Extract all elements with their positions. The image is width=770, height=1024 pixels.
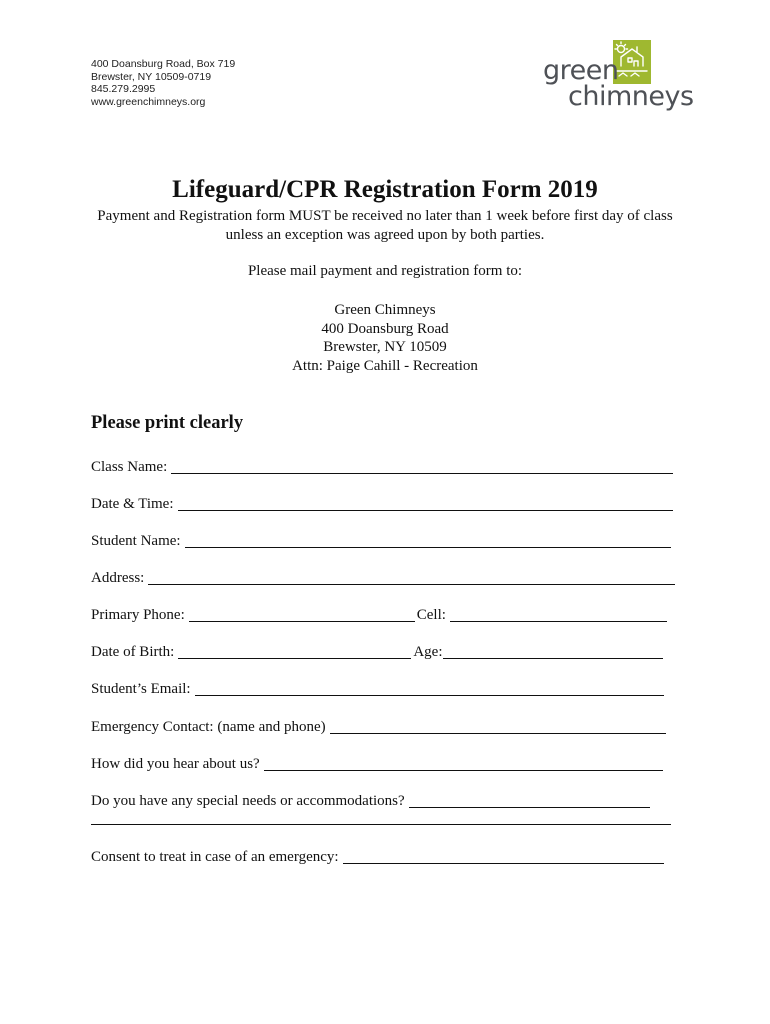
emergency-contact-row — [91, 716, 666, 736]
cell-field[interactable] — [450, 606, 667, 622]
date-time-field[interactable] — [178, 495, 673, 511]
date-time-label: Date & Time: — [91, 496, 174, 512]
mail-address-line: Brewster, NY 10509 — [323, 339, 447, 355]
date-of-birth-label: Date of Birth: — [91, 644, 175, 660]
organization-address — [91, 58, 235, 108]
mail-address-line: 400 Doansburg Road — [321, 320, 449, 337]
student-name-row — [91, 530, 671, 550]
mail-instruction: Please mail payment and registration form to: — [247, 263, 523, 279]
special-needs-extra-line[interactable] — [91, 824, 671, 825]
class-name-field[interactable] — [171, 458, 673, 474]
special-needs-row — [91, 790, 650, 810]
date-of-birth-field[interactable] — [178, 643, 411, 659]
special-needs-field[interactable] — [409, 792, 650, 808]
form-title: Lifeguard/CPR Registration Form 2019 — [172, 176, 598, 203]
logo-word-green: green — [543, 55, 619, 86]
emergency-contact-field[interactable] — [330, 718, 666, 734]
consent-row — [91, 846, 664, 866]
green-chimneys-logo — [540, 40, 694, 114]
payment-instructions: Payment and Registration form MUST be received no later than 1 week before first day of class unless an exception was agreed upon by both parties. — [97, 208, 673, 243]
age-label: Age: — [413, 644, 443, 660]
emergency-contact-label: Emergency Contact: (name and phone) — [91, 719, 326, 735]
student-name-field[interactable] — [185, 532, 671, 548]
class-name-label: Class Name: — [91, 459, 168, 475]
student-email-label: Student’s Email: — [91, 681, 191, 697]
student-email-field[interactable] — [195, 680, 664, 696]
print-clearly-heading: Please print clearly — [91, 413, 244, 433]
address-line-phone: 845.279.2995 — [91, 83, 156, 95]
student-email-row — [91, 678, 664, 698]
phone-row — [91, 604, 667, 624]
mailing-address — [0, 301, 770, 375]
address-line-street: 400 Doansburg Road, Box 719 — [91, 58, 236, 70]
house-sun-icon — [613, 40, 651, 84]
address-field[interactable] — [148, 569, 675, 585]
date-time-row — [91, 493, 673, 513]
address-line-website: www.greenchimneys.org — [91, 95, 206, 108]
mail-address-line: Attn: Paige Cahill - Recreation — [292, 357, 478, 374]
consent-label: Consent to treat in case of an emergency: — [91, 849, 339, 865]
address-line-city: Brewster, NY 10509-0719 — [91, 70, 212, 83]
mail-address-line: Green Chimneys — [334, 302, 436, 318]
address-label: Address: — [91, 570, 145, 586]
primary-phone-field[interactable] — [189, 606, 415, 622]
how-heard-row — [91, 753, 663, 773]
cell-label: Cell: — [416, 607, 446, 623]
age-field[interactable] — [443, 643, 663, 659]
consent-field[interactable] — [343, 848, 664, 864]
special-needs-label: Do you have any special needs or accommodations? — [91, 793, 405, 809]
class-name-row — [91, 456, 673, 476]
birth-age-row — [91, 641, 663, 661]
address-row — [91, 567, 675, 587]
student-name-label: Student Name: — [91, 533, 181, 549]
primary-phone-label: Primary Phone: — [91, 607, 185, 623]
how-heard-field[interactable] — [264, 755, 663, 771]
how-heard-label: How did you hear about us? — [91, 756, 260, 772]
logo-word-chimneys: chimneys — [568, 81, 694, 112]
